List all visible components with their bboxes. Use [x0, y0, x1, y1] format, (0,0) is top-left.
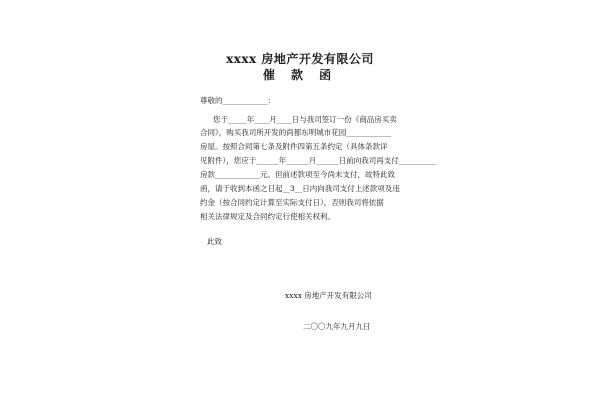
body-line-7: 约金（按合同约定计算至实际支付日），否则我司将依据 — [200, 198, 384, 207]
signature-company: xxxx 房地产开发有限公司 — [285, 291, 372, 300]
body-line-8: 相关法律规定及合同约定行使相关权利。 — [200, 212, 335, 221]
body-line-6: 函，请于收到本函之日起__3__日内向我司支付上述款项及违 — [200, 184, 400, 193]
body-line-4: 见附件），您应于______年______月______日前向我司再支付__________ — [200, 156, 437, 165]
closing-text: 此致 — [207, 237, 222, 246]
signature-date: 二〇〇九年九月九日 — [303, 322, 371, 331]
body-line-5: 房款____________元。但前述款项至今尚未支付，故特此致 — [200, 170, 395, 179]
company-title: xxxx 房地产开发有限公司 — [226, 52, 374, 66]
salutation: 尊敬的____________： — [200, 96, 275, 105]
body-line-3: 房屋。按照合同第七条及附件四第五条约定（具体条款详 — [200, 142, 388, 151]
document-title: 催 款 函 — [262, 68, 338, 82]
body-line-2: 合同》，购买我司所开发的尚都东明城市花园____________ — [200, 128, 392, 137]
body-line-1: 您于_____年____月____日与我司签订一份《商品房买卖 — [213, 115, 397, 124]
